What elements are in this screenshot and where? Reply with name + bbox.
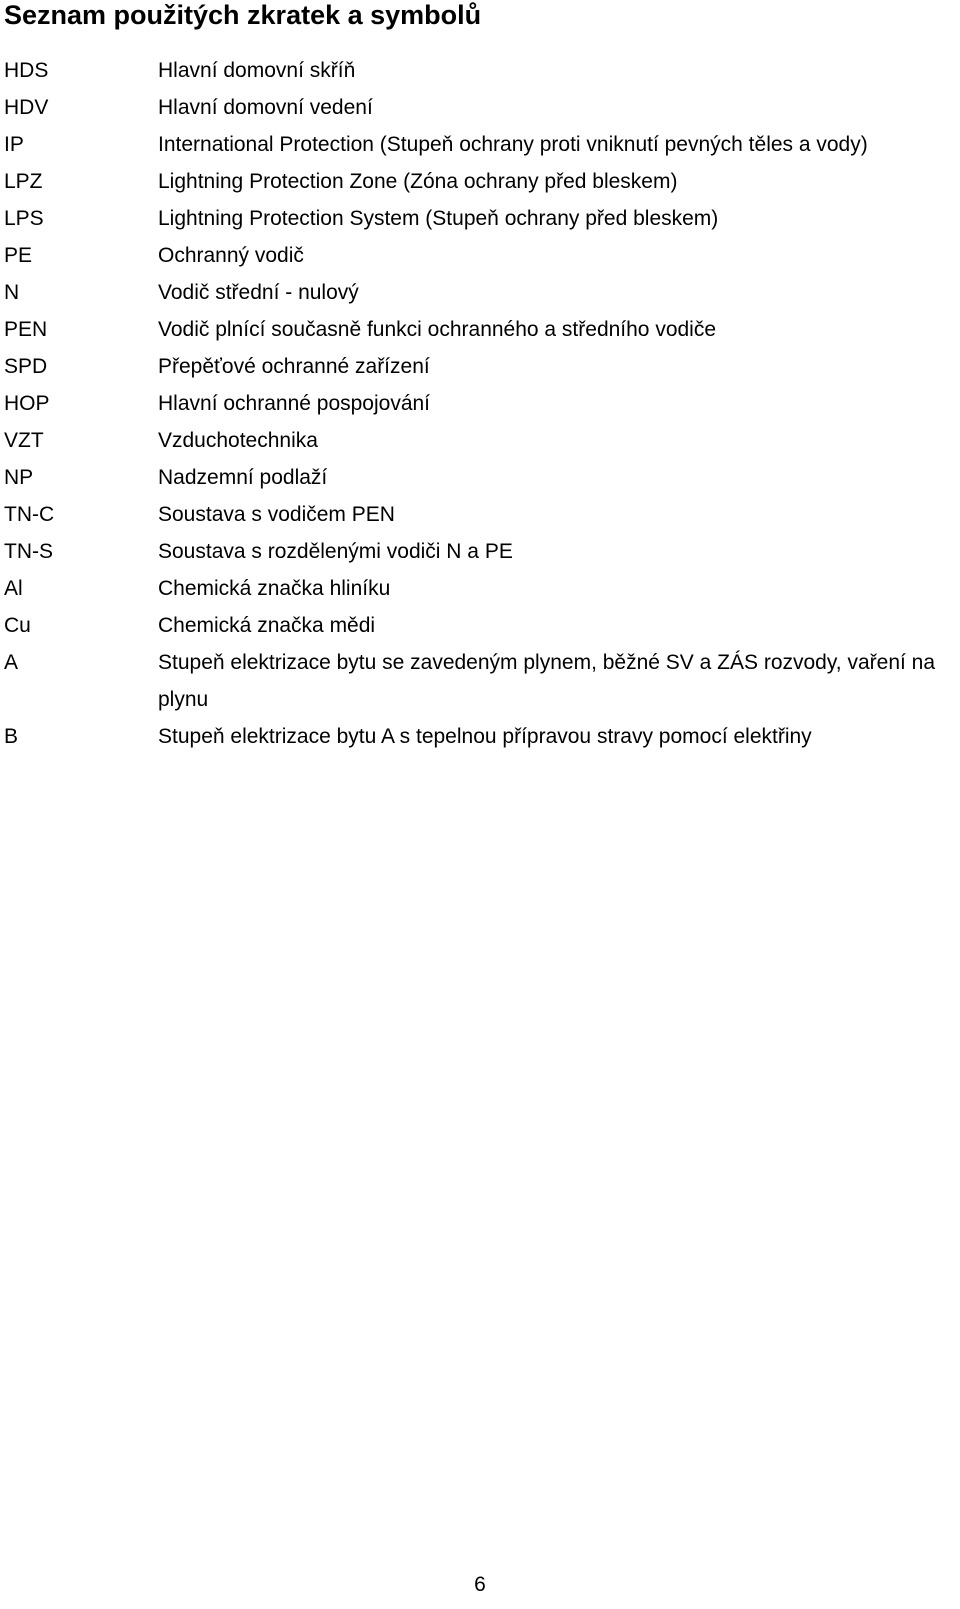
abbreviation-description: Vzduchotechnika: [158, 429, 318, 452]
abbreviation-row: [4, 533, 944, 570]
abbreviation-description: Chemická značka hliníku: [158, 577, 391, 600]
abbreviation-description: Nadzemní podlaží: [158, 466, 328, 489]
abbreviation-description: Ochranný vodič: [158, 244, 304, 267]
abbreviation-row: [4, 607, 944, 644]
abbreviation-code: IP: [4, 133, 24, 156]
abbreviation-description: Hlavní ochranné pospojování: [158, 392, 431, 415]
abbreviation-description: Soustava s rozdělenými vodiči N a PE: [158, 540, 513, 563]
abbreviation-description: Lightning Protection Zone (Zóna ochrany před bleskem): [158, 170, 678, 193]
abbreviation-description: International Protection (Stupeň ochrany proti vniknutí pevných těles a vody): [158, 133, 868, 156]
abbreviation-row: [4, 200, 944, 237]
abbreviation-row: [4, 496, 944, 533]
abbreviation-description: Stupeň elektrizace bytu A s tepelnou přípravou stravy pomocí elektřiny: [158, 725, 812, 748]
page-number: 6: [474, 1573, 486, 1596]
abbreviation-description: Vodič střední - nulový: [158, 281, 359, 304]
abbreviation-code: LPS: [4, 207, 44, 230]
abbreviation-row: [4, 237, 944, 274]
abbreviation-description: Lightning Protection System (Stupeň ochrany před bleskem): [158, 207, 719, 230]
abbreviation-row: [4, 52, 944, 89]
abbreviation-code: VZT: [4, 429, 44, 452]
abbreviation-list: [4, 52, 944, 755]
abbreviation-row: [4, 718, 944, 755]
abbreviation-row: [4, 311, 944, 348]
abbreviation-row: [4, 348, 944, 385]
abbreviation-row: [4, 422, 944, 459]
abbreviation-code: PE: [4, 244, 33, 267]
abbreviation-code: LPZ: [4, 170, 43, 193]
abbreviation-code: A: [4, 651, 19, 674]
abbreviation-row: [4, 570, 944, 607]
abbreviation-code: Cu: [4, 614, 31, 637]
abbreviation-code: N: [4, 281, 20, 304]
abbreviation-code: NP: [4, 466, 34, 489]
abbreviation-row: [4, 459, 944, 496]
abbreviation-code: B: [4, 725, 19, 748]
abbreviation-code: Al: [4, 577, 23, 600]
abbreviation-row: [4, 385, 944, 422]
abbreviation-code: HDV: [4, 96, 49, 119]
abbreviation-code: HOP: [4, 392, 50, 415]
abbreviation-code: SPD: [4, 355, 48, 378]
abbreviation-code: PEN: [4, 318, 48, 341]
abbreviation-description: Chemická značka mědi: [158, 614, 376, 637]
abbreviation-code: TN-S: [4, 540, 53, 563]
abbreviation-code: HDS: [4, 59, 49, 82]
abbreviation-description: Vodič plnící současně funkci ochranného a středního vodiče: [158, 318, 717, 341]
abbreviation-row: [4, 644, 944, 718]
abbreviation-row: [4, 274, 944, 311]
abbreviation-description: Soustava s vodičem PEN: [158, 503, 395, 526]
abbreviation-row: [4, 126, 944, 163]
abbreviation-description: Hlavní domovní vedení: [158, 96, 373, 119]
abbreviation-code: TN-C: [4, 503, 55, 526]
abbreviation-row: [4, 163, 944, 200]
abbreviation-description: Hlavní domovní skříň: [158, 59, 356, 82]
abbreviation-row: [4, 89, 944, 126]
page-title: Seznam použitých zkratek a symbolů: [4, 0, 482, 30]
abbreviation-description: Stupeň elektrizace bytu se zavedeným plynem, běžné SV a ZÁS rozvody, vaření na plynu: [158, 651, 936, 711]
abbreviation-description: Přepěťové ochranné zařízení: [158, 355, 430, 378]
